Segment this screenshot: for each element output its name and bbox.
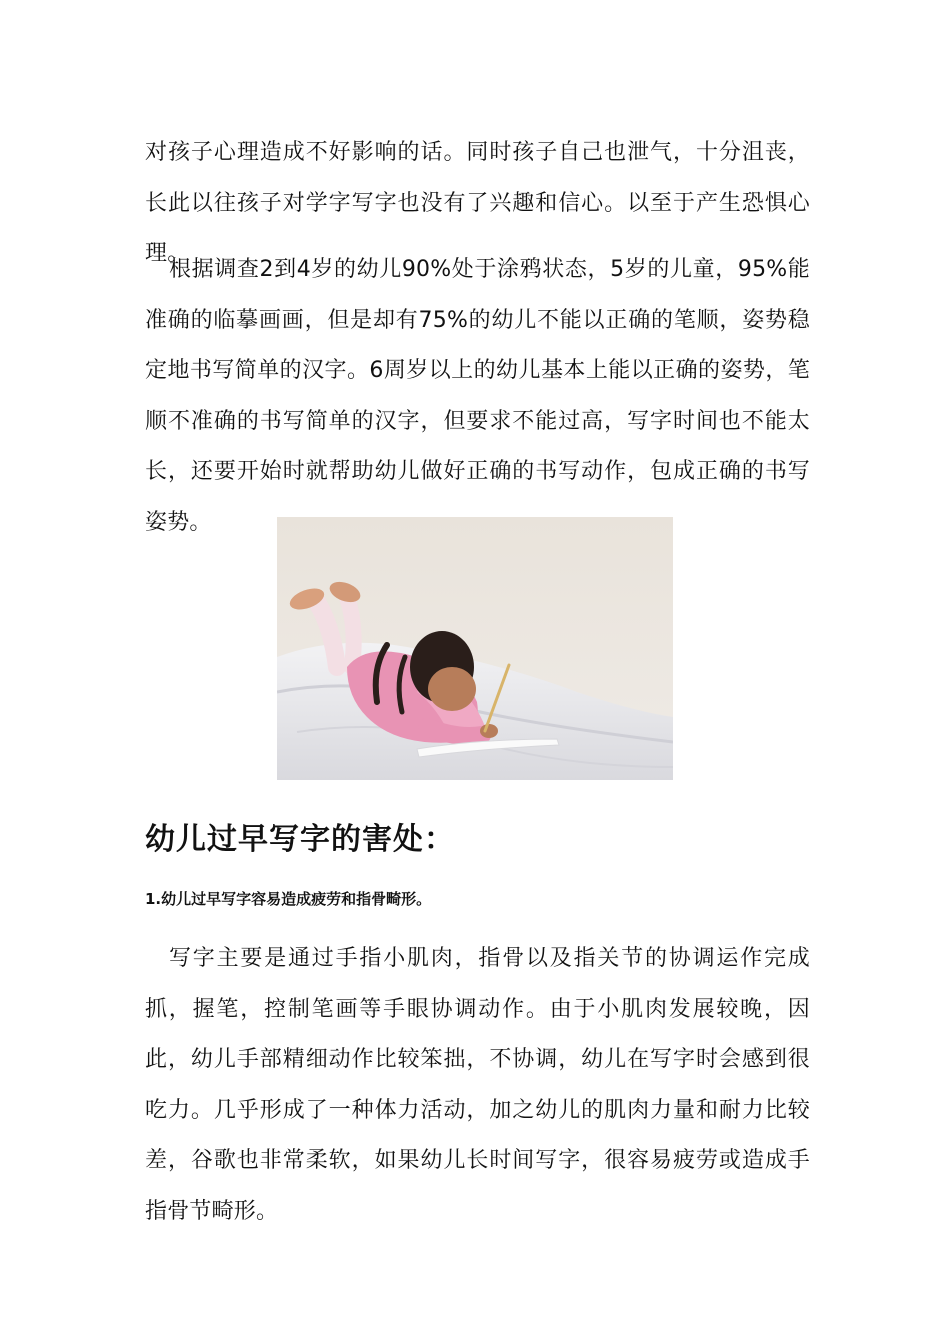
section-heading: 幼儿过早写字的害处： xyxy=(145,822,455,857)
photo-illustration xyxy=(277,517,673,780)
child-writing-photo xyxy=(277,517,673,780)
paragraph-survey: 根据调查2到4岁的幼儿90%处于涂鸦状态，5岁的儿童，95%能准确的临摹画画，但是却有75%的幼儿不能以正确的笔顺，姿势稳定地书写简单的汉字。6周岁以上的幼儿基本上能以正确的姿势，笔顺不准确的书写简单的汉字，但要求不能过高，写字时间也不能太长，还要开始时就帮助幼儿做好正确的书写动作，包成正确的书写姿势。 xyxy=(145,257,810,535)
paragraph-intro: 对孩子心理造成不好影响的话。同时孩子自己也泄气，十分沮丧，长此以往孩子对学字写字也没有了兴趣和信心。以至于产生恐惧心理。 xyxy=(145,140,810,266)
paragraph-explanation: 写字主要是通过手指小肌肉，指骨以及指关节的协调运作完成抓，握笔，控制笔画等手眼协调动作。由于小肌肉发展较晚，因此，幼儿手部精细动作比较笨拙，不协调，幼儿在写字时会感到很吃力。几乎形成了一种体力活动，加之幼儿的肌肉力量和耐力比较差，谷歌也非常柔软，如果幼儿长时间写字，很容易疲劳或造成手指骨节畸形。 xyxy=(145,946,810,1224)
section-subheading: 1.幼儿过早写字容易造成疲劳和指骨畸形。 xyxy=(145,890,432,908)
